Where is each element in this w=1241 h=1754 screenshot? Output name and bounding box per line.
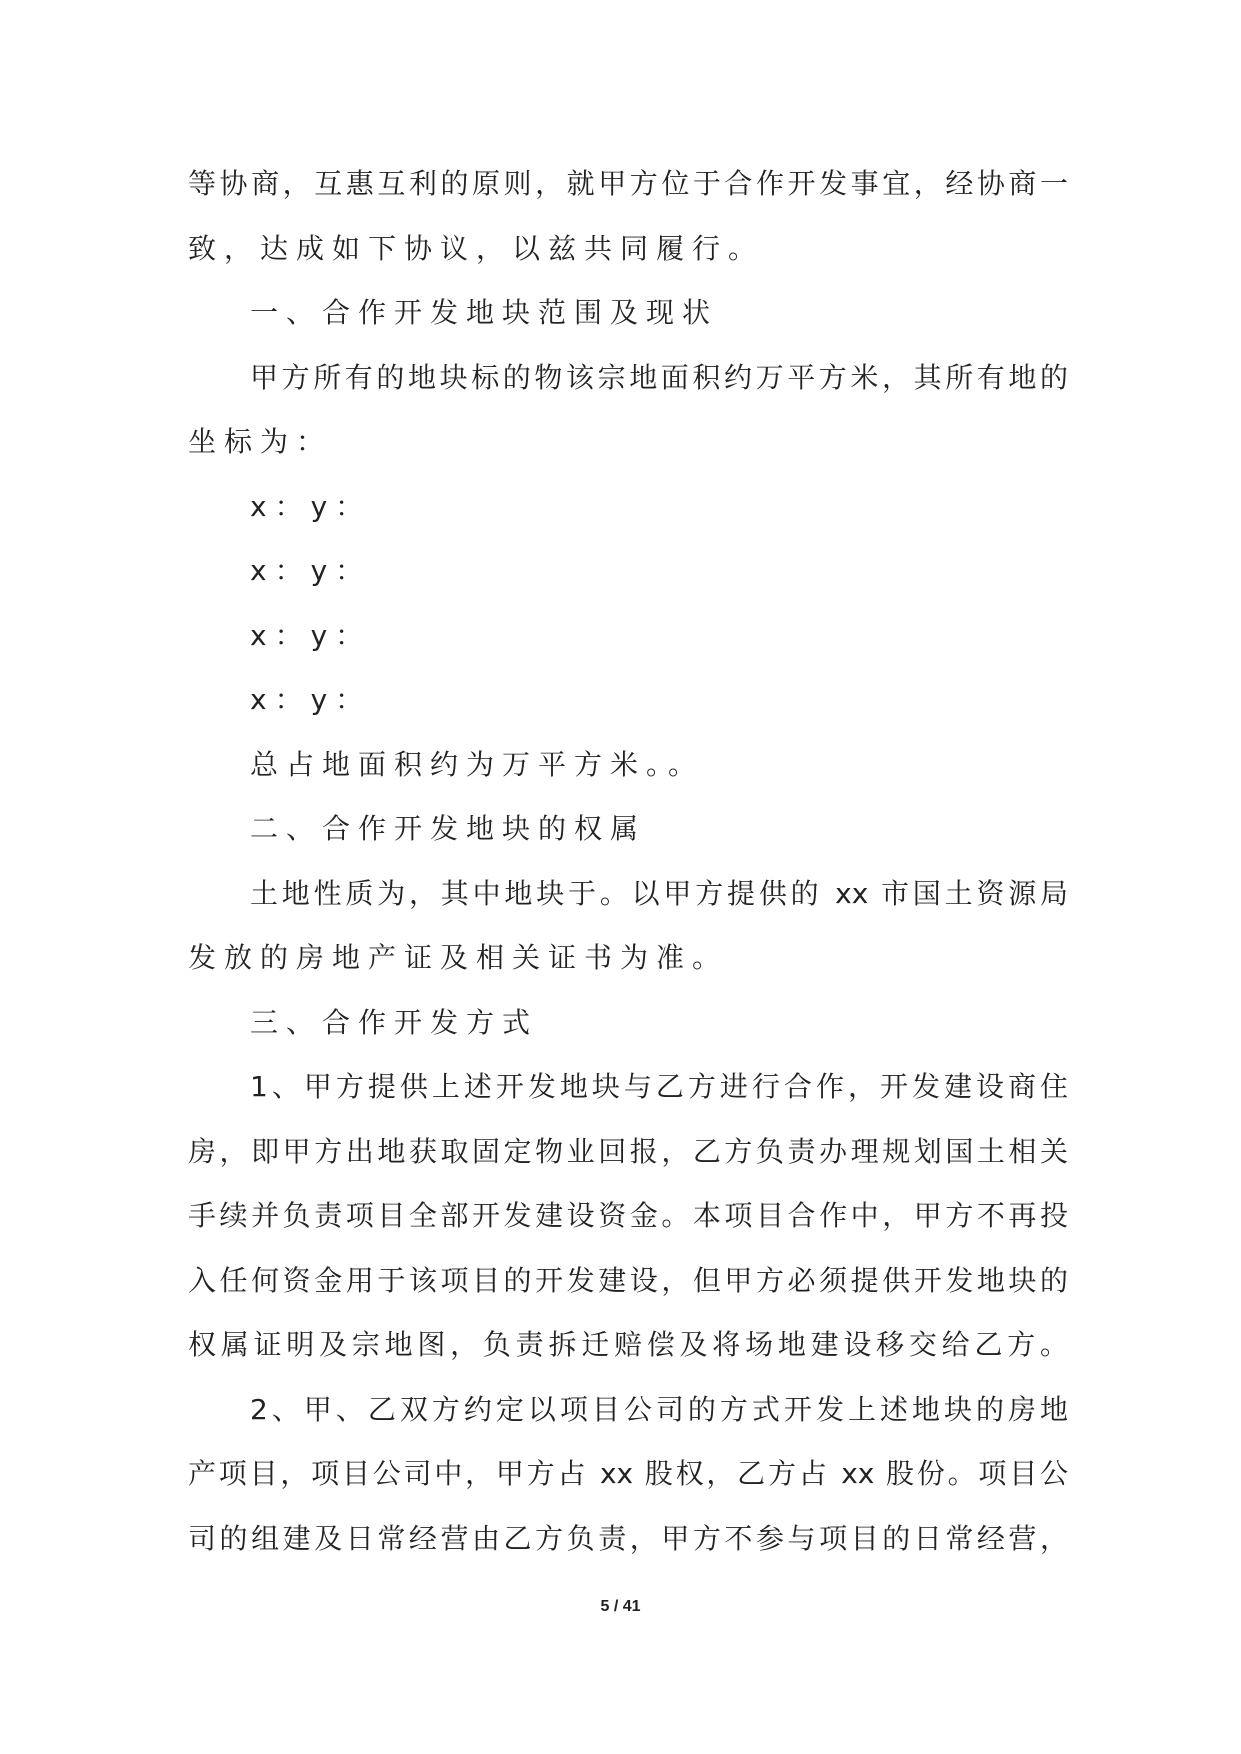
text-line: 甲方所有的地块标的物该宗地面积约万平方米，其所有地的 — [250, 360, 1068, 394]
text-line: 2、甲、乙双方约定以项目公司的方式开发上述地块的房地 — [250, 1392, 1068, 1426]
text-line: 手续并负责项目全部开发建设资金。本项目合作中，甲方不再投 — [188, 1199, 1068, 1232]
text-line: x：y： — [250, 618, 372, 652]
text-line: x：y： — [250, 683, 372, 716]
text-line: 发放的房地产证及相关证书为准。 — [188, 941, 729, 974]
text-line: 等协商，互惠互利的原则，就甲方位于合作开发事宜，经协商一 — [188, 167, 1068, 200]
text-line: 总占地面积约为万平方米。。 — [250, 747, 705, 781]
text-line: 坐标为： — [188, 425, 333, 458]
text-line: 致，达成如下协议，以兹共同履行。 — [188, 231, 765, 265]
text-line: x：y： — [250, 489, 372, 523]
text-line: 二、合作开发地块的权属 — [250, 812, 647, 845]
document-body — [188, 152, 1068, 1571]
text-line: 产项目，项目公司中，甲方占 xx 股权，乙方占 xx 股份。项目公 — [188, 1457, 1068, 1490]
text-line: 房，即甲方出地获取固定物业回报，乙方负责办理规划国土相关 — [188, 1134, 1068, 1168]
text-line: x：y： — [250, 554, 372, 587]
text-line: 三、合作开发方式 — [250, 1005, 539, 1039]
text-line: 1、甲方提供上述开发地块与乙方进行合作，开发建设商住 — [250, 1070, 1068, 1103]
text-line: 一、合作开发地块范围及现状 — [250, 296, 719, 329]
text-line: 土地性质为，其中地块于。以甲方提供的 xx 市国土资源局 — [250, 876, 1068, 910]
page-number: 5 / 41 — [600, 1598, 641, 1615]
text-line: 司的组建及日常经营由乙方负责，甲方不参与项目的日常经营， — [188, 1521, 1068, 1555]
text-line: 入任何资金用于该项目的开发建设，但甲方必须提供开发地块的 — [188, 1263, 1068, 1297]
text-line: 权属证明及宗地图，负责拆迁赔偿及将场地建设移交给乙方。 — [188, 1328, 1068, 1361]
